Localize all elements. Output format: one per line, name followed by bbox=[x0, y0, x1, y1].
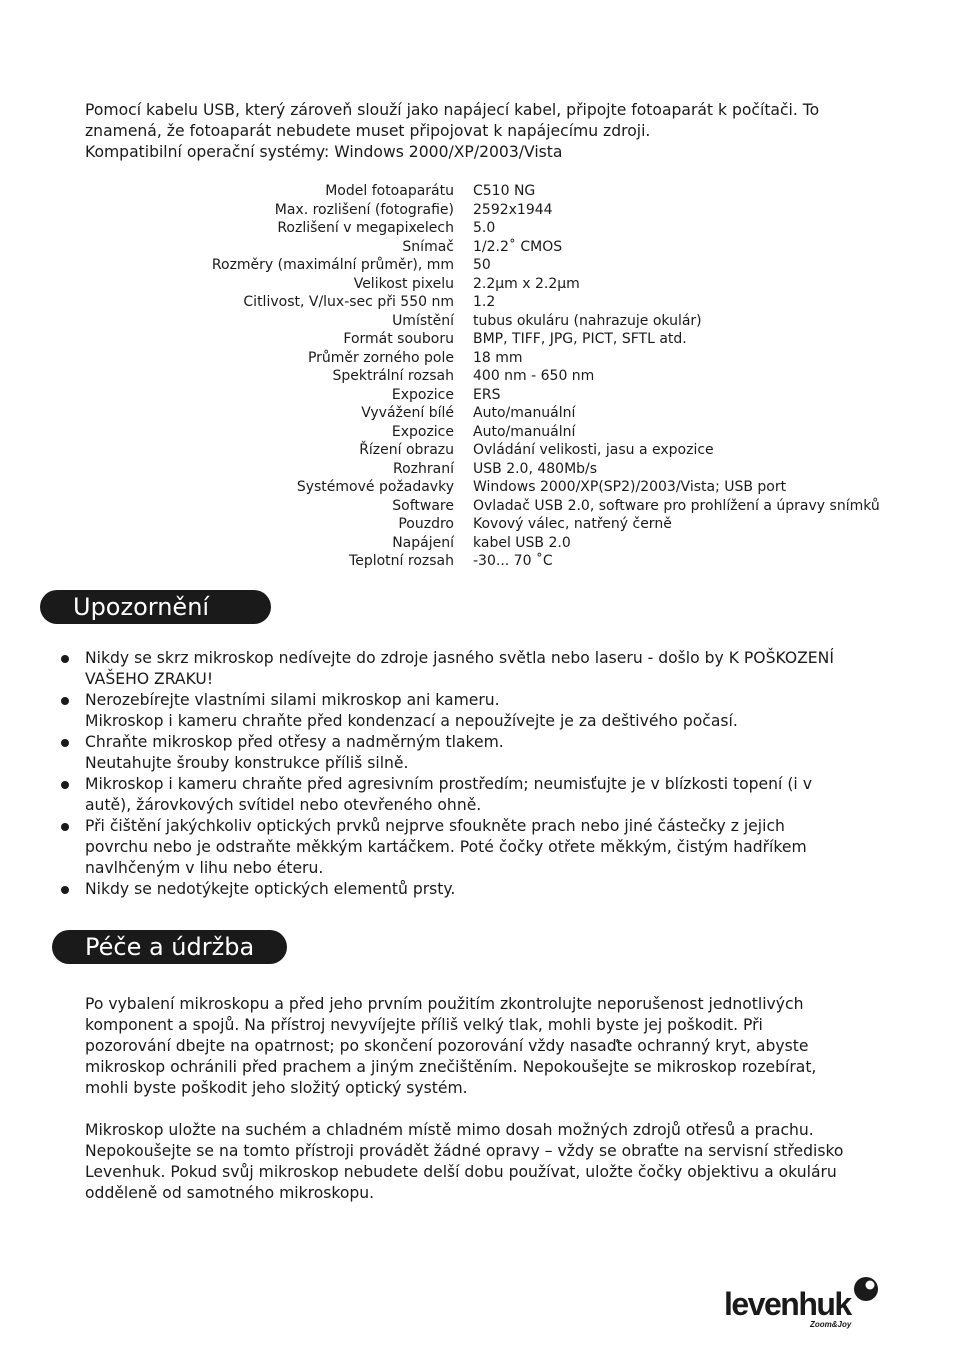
spec-value: 400 nm - 650 nm bbox=[473, 368, 595, 384]
warning-item-line: Při čištění jakýchkoliv optických prvků nejprve sfoukněte prach nebo jiné částečky z jejich bbox=[85, 817, 785, 835]
spec-value: USB 2.0, 480Mb/s bbox=[473, 460, 598, 477]
spec-row bbox=[0, 219, 954, 238]
intro-text bbox=[85, 100, 885, 163]
warning-item bbox=[85, 774, 875, 816]
spec-label: Průměr zorného pole bbox=[307, 349, 454, 366]
spec-label: Citlivost, V/lux-sec při 550 nm bbox=[243, 294, 454, 310]
spec-row bbox=[0, 497, 954, 516]
warning-item-line: navlhčeným v lihu nebo éteru. bbox=[85, 859, 324, 877]
care-line: Levenhuk. Pokud svůj mikroskop nebudete delší dobu používat, uložte čočky objektivu a okuláru bbox=[85, 1163, 837, 1181]
care-text bbox=[85, 994, 885, 1225]
intro-line: znamená, že fotoaparát nebudete muset připojovat k napájecímu zdroji. bbox=[85, 122, 651, 140]
care-line: mohli byste poškodit jeho složitý optický systém. bbox=[85, 1079, 468, 1097]
intro-line: Kompatibilní operační systémy: Windows 2000/XP/2003/Vista bbox=[85, 143, 563, 161]
warning-item bbox=[85, 879, 875, 900]
spec-row bbox=[0, 238, 954, 257]
levenhuk-logo bbox=[722, 1275, 882, 1335]
warning-item-line: Neutahujte šrouby konstrukce příliš silně. bbox=[85, 754, 409, 772]
care-line: mikroskop ochránili před prachem a jiným znečištěním. Nepokoušejte se mikroskop rozebírat, bbox=[85, 1058, 817, 1076]
spec-label: Expozice bbox=[391, 423, 454, 440]
spec-value: 2592x1944 bbox=[473, 201, 553, 218]
spec-row bbox=[0, 534, 954, 553]
spec-label: Rozměry (maximální průměr), mm bbox=[211, 257, 454, 273]
care-line: komponent a spojů. Na přístroj nevyvíjejte příliš velký tlak, mohli byste jej poškodit. Při bbox=[85, 1016, 763, 1034]
warning-item-line: Chraňte mikroskop před otřesy a nadměrným tlakem. bbox=[85, 733, 504, 751]
spec-label: Spektrální rozsah bbox=[332, 368, 454, 384]
spec-value: BMP, TIFF, JPG, PICT, SFTL atd. bbox=[473, 331, 687, 347]
spec-label: Systémové požadavky bbox=[296, 479, 454, 495]
warning-item-line: Nikdy se skrz mikroskop nedívejte do zdroje jasného světla nebo laseru - došlo by K POŠKOZENÍ bbox=[85, 649, 834, 667]
spec-row bbox=[0, 386, 954, 405]
warning-item-line: povrchu nebo je odstraňte měkkým kartáčkem. Poté čočky otřete měkkým, čistým hadříkem bbox=[85, 838, 807, 856]
spec-label: Rozhraní bbox=[393, 460, 454, 477]
warning-item-line: Nikdy se nedotýkejte optických elementů prsty. bbox=[85, 880, 456, 898]
care-line: Nepokoušejte se na tomto přístroji provádět žádné opravy – vždy se obraťte na servisní středisko bbox=[85, 1142, 844, 1160]
logo-mark-icon bbox=[854, 1277, 878, 1301]
spec-row bbox=[0, 460, 954, 479]
warning-list bbox=[85, 648, 875, 900]
spec-row bbox=[0, 312, 954, 331]
spec-row bbox=[0, 515, 954, 534]
care-paragraph bbox=[85, 1120, 885, 1204]
care-line: Mikroskop uložte na suchém a chladném místě mimo dosah možných zdrojů otřesů a prachu. bbox=[85, 1121, 814, 1139]
spec-row bbox=[0, 423, 954, 442]
spec-label: Model fotoaparátu bbox=[325, 183, 454, 199]
spec-value: kabel USB 2.0 bbox=[473, 534, 571, 551]
spec-value: 1/2.2˚ CMOS bbox=[473, 238, 563, 255]
care-paragraph bbox=[85, 994, 885, 1099]
spec-label: Vyvážení bílé bbox=[361, 405, 454, 421]
spec-label: Řízení obrazu bbox=[359, 442, 454, 458]
care-line: pozorování dbejte na opatrnost; po skončení pozorování vždy nasaďte ochranný kryt, abyste bbox=[85, 1037, 809, 1055]
spec-label: Max. rozlišení (fotografie) bbox=[274, 201, 454, 218]
spec-row bbox=[0, 201, 954, 220]
spec-label: Snímač bbox=[402, 238, 454, 255]
spec-value: 1.2 bbox=[473, 294, 496, 310]
warning-item-line: VAŠEHO ZRAKU! bbox=[85, 670, 214, 688]
spec-value: Ovládání velikosti, jasu a expozice bbox=[473, 442, 714, 458]
spec-label: Rozlišení v megapixelech bbox=[277, 220, 454, 236]
spec-label: Napájení bbox=[392, 534, 454, 551]
spec-row bbox=[0, 330, 954, 349]
bullet-icon bbox=[61, 697, 69, 705]
spec-row bbox=[0, 182, 954, 201]
warning-item-line: autě), žárovkových svítidel nebo otevřeného ohně. bbox=[85, 796, 482, 814]
bullet-icon bbox=[61, 655, 69, 663]
spec-value: 50 bbox=[473, 257, 491, 273]
warning-item bbox=[85, 816, 875, 879]
spec-row bbox=[0, 404, 954, 423]
spec-label: Formát souboru bbox=[343, 331, 454, 347]
spec-label: Teplotní rozsah bbox=[349, 553, 454, 569]
spec-value: Windows 2000/XP(SP2)/2003/Vista; USB port bbox=[473, 479, 787, 495]
spec-value: 5.0 bbox=[473, 220, 496, 236]
warning-item-line: Mikroskop i kameru chraňte před agresivním prostředím; neumisťujte je v blízkosti topení (i v bbox=[85, 775, 812, 793]
spec-row bbox=[0, 552, 954, 571]
spec-label: Velikost pixelu bbox=[353, 275, 454, 292]
spec-value: Kovový válec, natřený černě bbox=[473, 516, 672, 532]
intro-line: Pomocí kabelu USB, který zároveň slouží jako napájecí kabel, připojte fotoaparát k počítači. To bbox=[85, 101, 820, 119]
spec-value: 2.2μm x 2.2μm bbox=[473, 275, 580, 292]
spec-row bbox=[0, 293, 954, 312]
spec-value: ERS bbox=[473, 386, 501, 403]
spec-row bbox=[0, 349, 954, 368]
spec-value: -30... 70 ˚C bbox=[473, 553, 553, 569]
care-line: Po vybalení mikroskopu a před jeho prvním použitím zkontrolujte neporušenost jednotlivých bbox=[85, 995, 804, 1013]
spec-table bbox=[0, 182, 954, 571]
logo-brand: levenhuk bbox=[724, 1286, 851, 1322]
care-heading: Péče a údržba bbox=[52, 930, 287, 964]
spec-value: C510 NG bbox=[473, 183, 536, 199]
bullet-icon bbox=[61, 739, 69, 747]
warning-item bbox=[85, 732, 875, 774]
spec-value: Ovladač USB 2.0, software pro prohlížení a úpravy snímků bbox=[473, 497, 880, 514]
bullet-icon bbox=[61, 823, 69, 831]
spec-label: Expozice bbox=[391, 386, 454, 403]
spec-value: 18 mm bbox=[473, 349, 523, 366]
bullet-icon bbox=[61, 781, 69, 789]
spec-row bbox=[0, 256, 954, 275]
warning-heading: Upozornění bbox=[40, 590, 271, 624]
spec-row bbox=[0, 478, 954, 497]
spec-row bbox=[0, 441, 954, 460]
bullet-icon bbox=[61, 886, 69, 894]
spec-label: Umístění bbox=[392, 312, 454, 329]
care-line: odděleně od samotného mikroskopu. bbox=[85, 1184, 375, 1202]
spec-row bbox=[0, 275, 954, 294]
spec-value: Auto/manuální bbox=[473, 423, 576, 440]
warning-item bbox=[85, 690, 875, 732]
spec-row bbox=[0, 367, 954, 386]
warning-item-line: Mikroskop i kameru chraňte před kondenzací a nepoužívejte je za deštivého počasí. bbox=[85, 712, 738, 730]
logo-tagline: Zoom&Joy bbox=[810, 1320, 852, 1329]
warning-item-line: Nerozebírejte vlastními silami mikroskop ani kameru. bbox=[85, 691, 500, 709]
spec-value: Auto/manuální bbox=[473, 405, 576, 421]
spec-label: Software bbox=[392, 497, 454, 514]
spec-label: Pouzdro bbox=[398, 516, 454, 532]
warning-item bbox=[85, 648, 875, 690]
spec-value: tubus okuláru (nahrazuje okulár) bbox=[473, 312, 702, 329]
